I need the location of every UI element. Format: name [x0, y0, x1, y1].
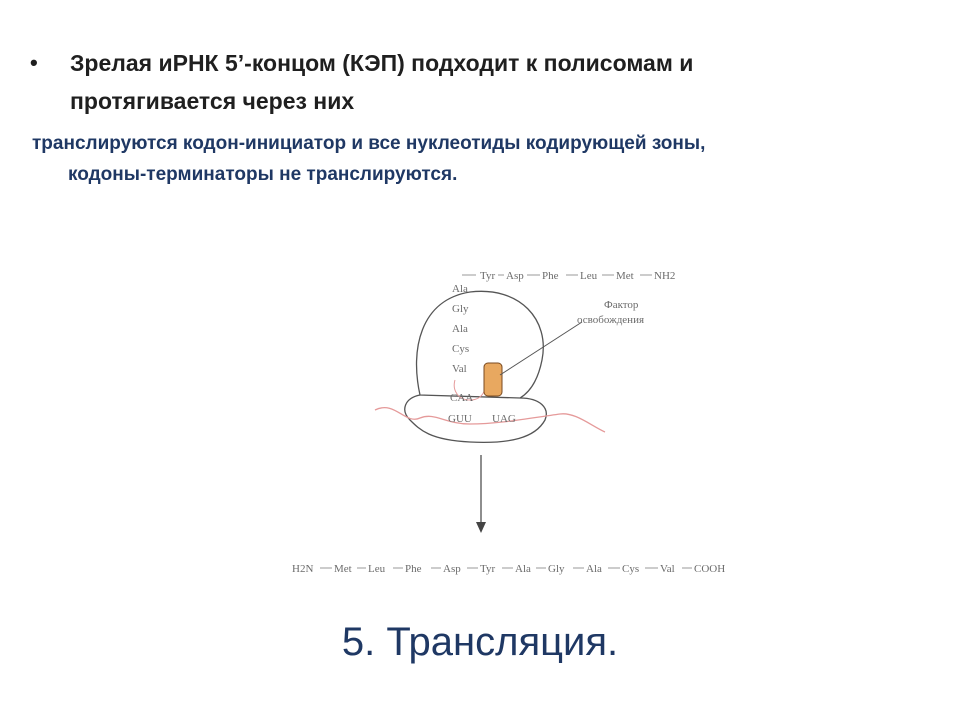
vertical-chain-aa: Ala — [452, 323, 468, 335]
sub-text-line2: кодоны-терминаторы не транслируются. — [68, 164, 458, 185]
product-chain-aa: Asp — [443, 563, 461, 575]
top-chain-aa: Leu — [580, 270, 598, 282]
sub-text-line1: транслируются кодон-инициатор и все нуклеотиды кодирующей зоны, — [32, 133, 706, 154]
product-chain-aa: COOH — [694, 563, 726, 575]
bullet-text-line2: протягивается через них — [70, 88, 355, 114]
product-chain-aa: H2N — [292, 563, 314, 575]
product-chain-aa: Phe — [405, 563, 422, 575]
top-peptide-chain — [462, 270, 675, 282]
top-chain-aa: Phe — [542, 270, 559, 282]
top-chain-aa: Tyr — [480, 270, 496, 282]
vertical-chain-aa: Gly — [452, 303, 469, 315]
product-chain-aa: Tyr — [480, 563, 496, 575]
product-chain-aa: Ala — [515, 563, 531, 575]
product-peptide-chain — [292, 563, 725, 575]
product-chain-aa: Cys — [622, 563, 640, 575]
product-chain-aa: Leu — [368, 563, 386, 575]
top-chain-terminus: NH2 — [654, 270, 676, 282]
slide-title: 5. Трансляция. — [341, 620, 619, 664]
product-chain-aa: Val — [660, 563, 675, 575]
release-factor-shape — [484, 363, 502, 396]
top-chain-aa: Met — [616, 270, 634, 282]
product-chain-aa: Gly — [548, 563, 565, 575]
factor-label-line1: Фактор — [604, 299, 639, 311]
arrow-down-icon — [476, 522, 486, 533]
product-chain-aa: Ala — [586, 563, 602, 575]
codon-1: GUU — [448, 413, 472, 425]
ribosome-large-subunit — [417, 291, 544, 398]
bullet-text-line1: Зрелая иРНК 5’-концом (КЭП) подходит к полисомам и — [70, 50, 694, 76]
trna-anticodon: CAA — [450, 392, 474, 404]
vertical-chain-aa: Val — [452, 363, 467, 375]
vertical-chain-aa: Ala — [452, 283, 468, 295]
bullet-icon: • — [30, 50, 38, 75]
factor-label-line2: освобождения — [577, 314, 645, 326]
top-chain-aa: Asp — [506, 270, 524, 282]
codon-2: UAG — [492, 413, 516, 425]
vertical-chain-aa: Cys — [452, 343, 470, 355]
product-chain-aa: Met — [334, 563, 352, 575]
